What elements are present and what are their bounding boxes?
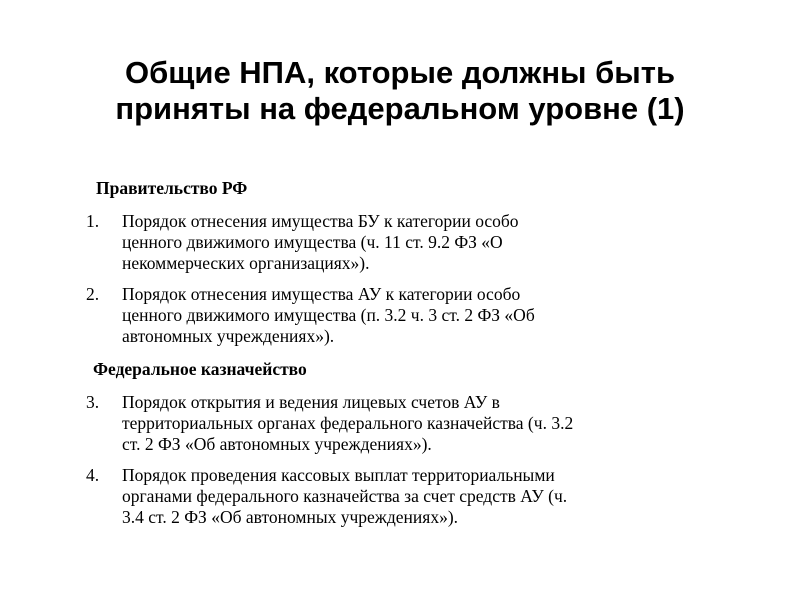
list-item-2 [80, 284, 740, 347]
section-heading-treasury: Федеральное казначейство [93, 359, 307, 379]
list-item-line: Порядок отнесения имущества АУ к категории особо [122, 284, 521, 304]
list-item-text [122, 392, 740, 455]
list-item-line: органами федерального казначейства за счет средств АУ (ч. [122, 486, 568, 506]
list-item-line: территориальных органах федерального казначейства (ч. 3.2 [122, 413, 574, 433]
list-item-4 [80, 465, 740, 528]
list-item-1 [80, 211, 740, 274]
list-item-line: Порядок открытия и ведения лицевых счетов АУ в [122, 392, 500, 412]
list-item-number: 2. [86, 284, 100, 304]
list-item-number: 4. [86, 465, 100, 485]
slide-title-line-2: приняты на федеральном уровне (1) [115, 91, 685, 126]
list-item-3 [80, 392, 740, 455]
section-heading-government: Правительство РФ [96, 178, 248, 198]
list-item-text [122, 465, 740, 528]
list-item-line: некоммерческих организациях»). [122, 253, 370, 273]
list-item-line: Порядок проведения кассовых выплат территориальными [122, 465, 555, 485]
slide-title-line-1: Общие НПА, которые должны быть [124, 55, 676, 90]
list-item-line: 3.4 ст. 2 ФЗ «Об автономных учреждениях»). [122, 507, 459, 527]
slide-content [80, 178, 740, 538]
list-item-number: 3. [86, 392, 100, 412]
list-item-line: автономных учреждениях»). [122, 326, 335, 346]
list-item-text [122, 211, 740, 274]
list-item-line: ст. 2 ФЗ «Об автономных учреждениях»). [122, 434, 432, 454]
list-item-text [122, 284, 740, 347]
list-item-number: 1. [86, 211, 100, 231]
list-item-line: ценного движимого имущества (п. 3.2 ч. 3 ст. 2 ФЗ «Об [122, 305, 535, 325]
list-item-line: Порядок отнесения имущества БУ к категории особо [122, 211, 519, 231]
slide-title [40, 55, 760, 127]
list-item-line: ценного движимого имущества (ч. 11 ст. 9.2 ФЗ «О [122, 232, 503, 252]
